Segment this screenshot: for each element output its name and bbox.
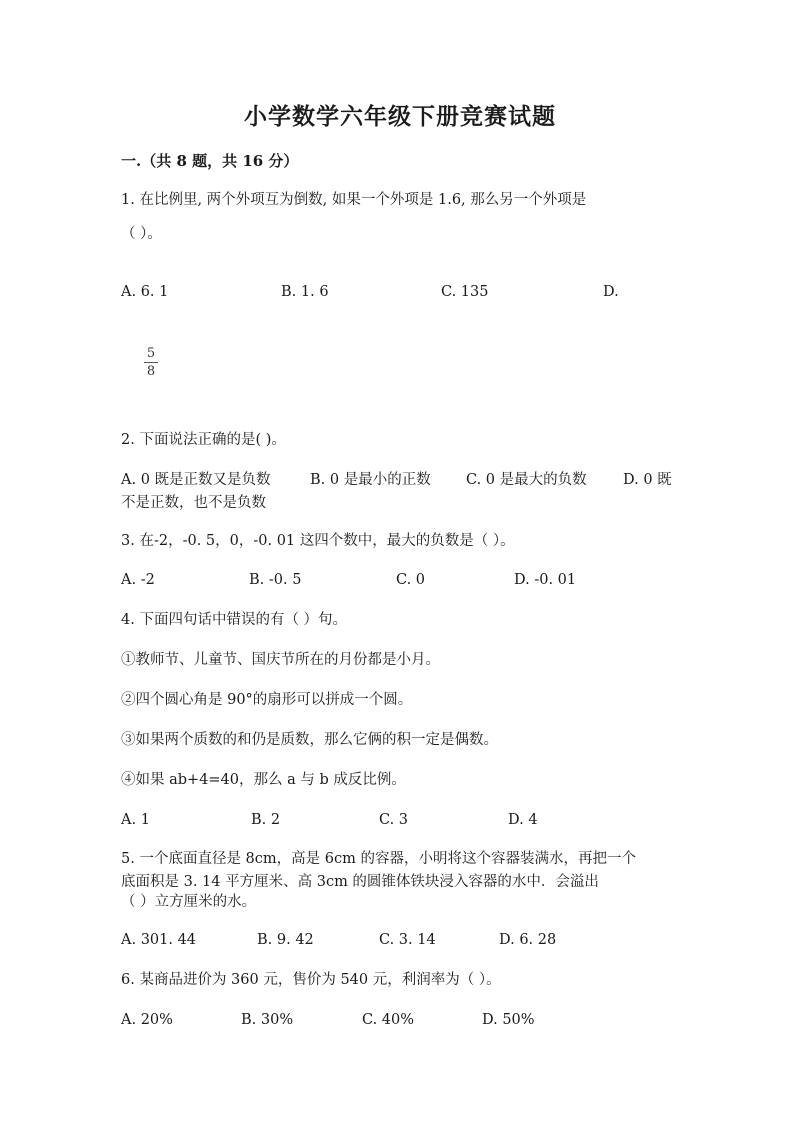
option-b: B. -0. 5 <box>249 572 302 588</box>
option-c: C. 135 <box>441 284 489 300</box>
option-d: D. -0. 01 <box>514 572 577 588</box>
question-stem: 4. 下面四句话中错误的有（ ）句。 <box>121 612 348 628</box>
option-c: C. 0 是最大的负数 <box>466 472 587 488</box>
option-b: B. 9. 42 <box>257 932 314 948</box>
option-a: A. 20% <box>121 1012 173 1028</box>
option-a: A. 301. 44 <box>121 932 197 948</box>
option-c: C. 3. 14 <box>379 932 436 948</box>
option-b: B. 30% <box>241 1012 294 1028</box>
option-c: C. 40% <box>362 1012 415 1028</box>
fraction-bar <box>144 362 158 363</box>
option-b: B. 2 <box>251 812 281 828</box>
option-b: B. 0 是最小的正数 <box>310 472 431 488</box>
option-a: A. -2 <box>121 572 155 588</box>
option-d: D. <box>603 284 619 300</box>
option-b: B. 1. 6 <box>281 284 329 300</box>
question-stem: 5. 一个底面直径是 8cm，高是 6cm 的容器，小明将这个容器装满水，再把一个 <box>121 851 636 867</box>
option-d-cont: 不是正数，也不是负数 <box>121 495 266 511</box>
option-a: A. 0 既是正数又是负数 <box>121 472 271 488</box>
question-stem: 1. 在比例里, 两个外项互为倒数, 如果一个外项是 1.6, 那么另一个外项是 <box>121 192 587 208</box>
question-stem: 6. 某商品进价为 360 元，售价为 540 元，利润率为（ ）。 <box>121 972 501 988</box>
option-d: D. 6. 28 <box>499 932 557 948</box>
question-stem-cont: （ ）立方厘米的水。 <box>121 894 257 910</box>
option-d: D. 0 既 <box>623 472 672 488</box>
section-heading: 一.（共 8 题，共 16 分） <box>121 152 299 170</box>
page-title: 小学数学六年级下册竞赛试题 <box>244 103 556 130</box>
fraction-numerator: 5 <box>146 346 156 361</box>
statement-4: ④如果 ab+4=40，那么 a 与 b 成反比例。 <box>121 772 406 788</box>
statement-2: ②四个圆心角是 90°的扇形可以拼成一个圆。 <box>121 692 413 708</box>
option-a: A. 6. 1 <box>121 284 169 300</box>
fraction-denominator: 8 <box>146 364 156 379</box>
option-a: A. 1 <box>121 812 150 828</box>
question-stem-cont: （ ）。 <box>121 226 162 242</box>
fraction-five-eighths <box>144 346 158 379</box>
option-d: D. 4 <box>508 812 538 828</box>
question-stem-cont: 底面积是 3. 14 平方厘米、高 3cm 的圆锥体铁块浸入容器的水中．会溢出 <box>121 874 599 890</box>
statement-1: ①教师节、儿童节、国庆节所在的月份都是小月。 <box>121 652 440 668</box>
question-stem: 3. 在-2，-0. 5，0，-0. 01 这四个数中，最大的负数是（ ）。 <box>121 533 515 549</box>
option-c: C. 0 <box>396 572 426 588</box>
question-stem: 2. 下面说法正确的是( )。 <box>121 432 286 448</box>
option-d: D. 50% <box>482 1012 535 1028</box>
statement-3: ③如果两个质数的和仍是质数，那么它俩的积一定是偶数。 <box>121 732 498 748</box>
option-c: C. 3 <box>379 812 409 828</box>
